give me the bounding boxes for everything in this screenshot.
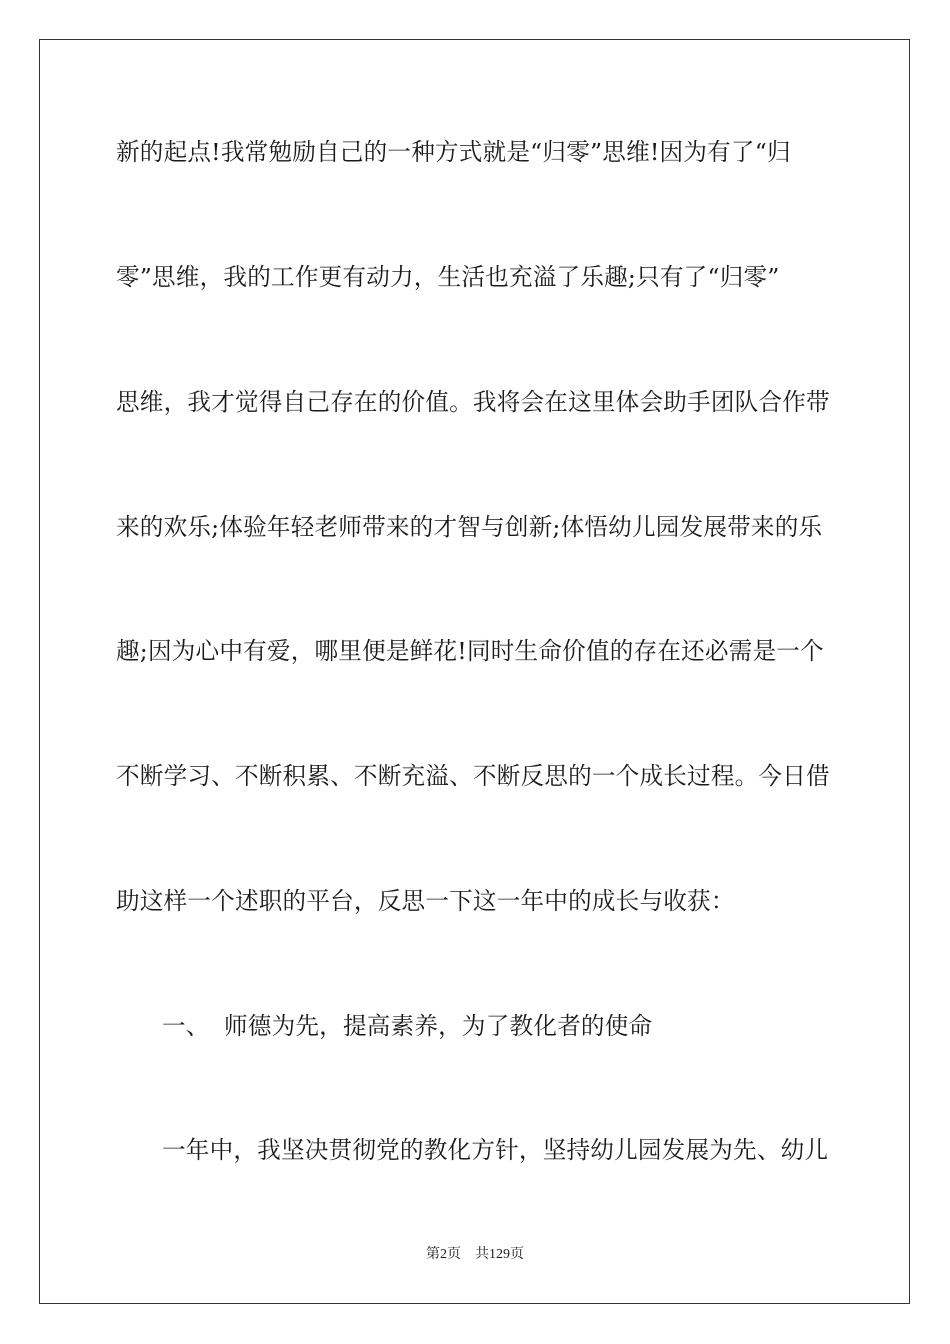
section-heading-text: 师德为先，提高素养，为了教化者的使命 — [224, 1012, 653, 1040]
page-total: 共129页 — [475, 1247, 524, 1262]
body-text-line: 助这样一个述职的平台，反思一下这一年中的成长与收获： — [116, 887, 735, 915]
body-text-line: 不断学习、不断积累、不断充溢、不断反思的一个成长过程。今日借 — [116, 762, 830, 790]
body-text-line: 新的起点!我常勉励自己的一种方式就是“归零”思维!因为有了“归 — [116, 138, 791, 166]
body-text-line: 来的欢乐;体验年轻老师带来的才智与创新;体悟幼儿园发展带来的乐 — [116, 513, 823, 541]
body-text-line: 零”思维，我的工作更有动力，生活也充溢了乐趣;只有了“归零” — [116, 263, 780, 291]
body-text-line: 趣;因为心中有爱，哪里便是鲜花!同时生命价值的存在还必需是一个 — [116, 637, 824, 665]
body-text-line: 思维，我才觉得自己存在的价值。我将会在这里体会助手团队合作带 — [116, 388, 830, 416]
paragraph-first-line: 一年中，我坚决贯彻党的教化方针，坚持幼儿园发展为先、幼儿 — [162, 1136, 829, 1164]
page-footer — [0, 1246, 950, 1264]
page-number: 第2页 — [426, 1247, 461, 1262]
section-heading-number: 一、 — [162, 1012, 210, 1040]
section-heading — [162, 1011, 882, 1041]
page-border — [39, 39, 910, 1304]
